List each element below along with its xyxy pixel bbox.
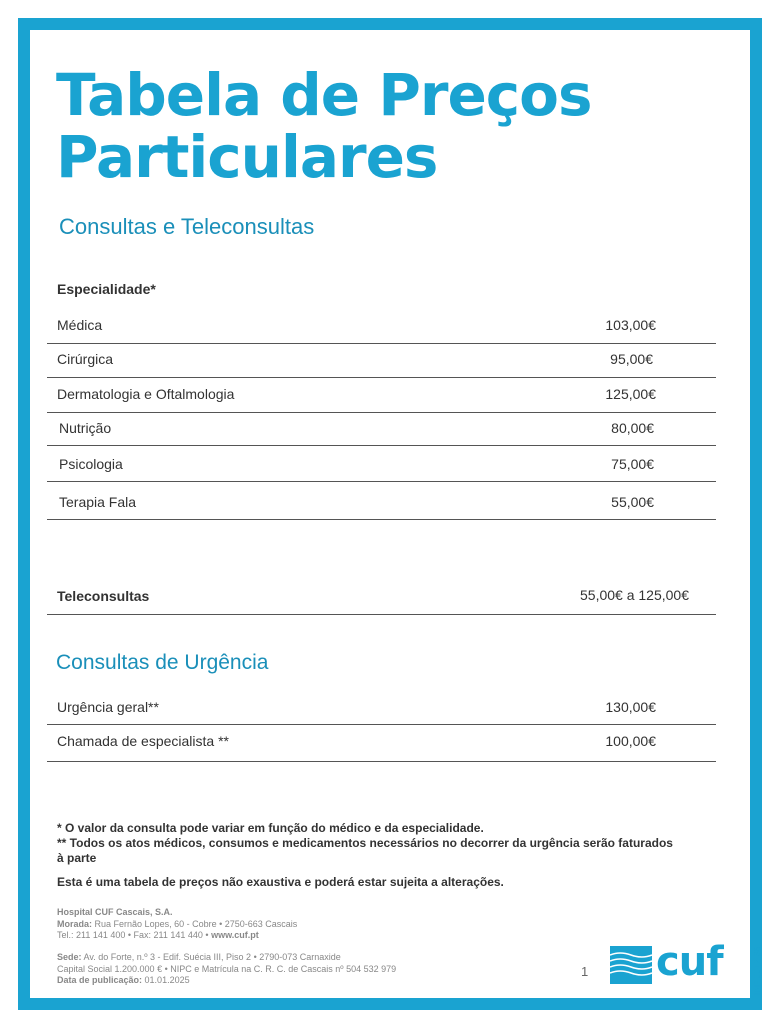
table-row	[47, 412, 716, 446]
title-line-1: Tabela de Preços	[56, 61, 592, 129]
page-number: 1	[581, 964, 589, 979]
table-row	[47, 445, 716, 482]
capital-text: Capital Social 1.200.000 € • NIPC e Matrícula na C. R. C. de Cascais nº 504 532 979	[57, 963, 397, 974]
row-label: Médica	[57, 317, 103, 333]
company-name: Hospital CUF Cascais, S.A.	[57, 907, 173, 917]
morada-label: Morada:	[57, 918, 93, 929]
row-price: 80,00€	[611, 420, 654, 436]
row-label: Teleconsultas	[57, 588, 150, 604]
page-title	[56, 61, 592, 191]
row-price: 55,00€	[611, 494, 654, 510]
company-info	[57, 907, 297, 942]
table-row	[47, 724, 716, 762]
footnote-2: ** Todos os atos médicos, consumos e medicamentos necessários no decorrer da urgência serão faturados à parte	[57, 836, 673, 865]
disclaimer: Esta é uma tabela de preços não exaustiva e poderá estar sujeita a alterações.	[57, 875, 504, 889]
section-heading-urgencia: Consultas de Urgência	[56, 651, 269, 674]
row-label: Cirúrgica	[57, 351, 114, 367]
legal-info	[57, 952, 396, 987]
table-row	[47, 343, 716, 378]
logo-text: cuf	[656, 939, 723, 985]
teleconsultas-row	[47, 578, 716, 615]
row-price: 75,00€	[611, 456, 654, 472]
row-label: Chamada de especialista **	[57, 733, 229, 749]
row-price: 95,00€	[610, 351, 653, 367]
document-code: INF.0012.38	[752, 946, 762, 995]
row-price: 125,00€	[605, 386, 656, 402]
sede-text: Av. do Forte, n.º 3 - Edif. Suécia III, Piso 2 • 2790-073 Carnaxide	[83, 952, 341, 962]
row-price: 55,00€ a 125,00€	[580, 587, 689, 603]
footnote-1: * O valor da consulta pode variar em função do médico e da especialidade.	[57, 821, 484, 835]
row-label: Dermatologia e Oftalmologia	[57, 386, 235, 402]
section-heading-consultas: Consultas e Teleconsultas	[59, 214, 315, 239]
row-price: 130,00€	[605, 699, 656, 715]
row-label: Terapia Fala	[59, 494, 137, 510]
table-row	[47, 310, 716, 344]
row-label: Urgência geral**	[57, 699, 159, 715]
row-price: 103,00€	[605, 317, 656, 333]
title-line-2: Particulares	[56, 123, 438, 191]
table-row	[47, 690, 716, 725]
sede-label: Sede:	[57, 952, 82, 962]
row-label: Psicologia	[59, 456, 123, 472]
website-link[interactable]: www.cuf.pt	[211, 930, 259, 940]
publicacao-label: Data de publicação:	[57, 975, 143, 985]
column-header-especialidade: Especialidade*	[57, 281, 156, 297]
footnotes	[57, 821, 677, 890]
row-price: 100,00€	[605, 733, 656, 749]
morada-text: Rua Fernão Lopes, 60 - Cobre • 2750-663 Cascais	[94, 918, 298, 929]
contacts-text: Tel.: 211 141 400 • Fax: 211 141 440 •	[57, 930, 212, 940]
table-row	[47, 377, 716, 413]
publicacao-date: 01.01.2025	[144, 975, 190, 985]
table-row	[47, 481, 716, 520]
row-label: Nutrição	[59, 420, 112, 436]
